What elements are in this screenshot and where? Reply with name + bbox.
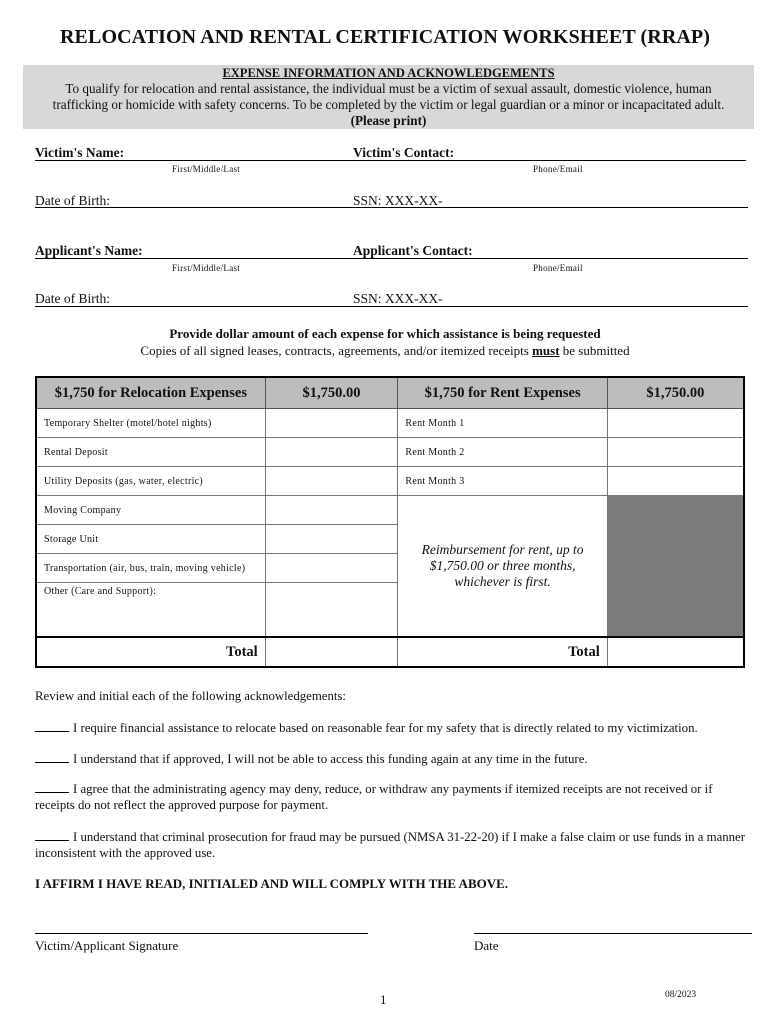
rent-amount-input[interactable] <box>607 467 744 496</box>
receipts-note-must: must <box>532 343 560 358</box>
relocation-max-amount: $1,750.00 <box>265 377 398 409</box>
reloc-item-label: Other (Care and Support): <box>36 583 265 638</box>
ack-item <box>35 720 755 736</box>
table-row <box>36 496 744 525</box>
receipts-note-post: be submitted <box>559 343 630 358</box>
page-number: 1 <box>380 992 387 1007</box>
applicant-name-field[interactable] <box>35 258 353 259</box>
banner-text-line2: trafficking or homicide with safety concerns. To be completed by the victim or legal guardian or a minor or incapacitated adult. <box>52 97 725 112</box>
affirmation-statement: I AFFIRM I HAVE READ, INITIALED AND WILL COMPLY WITH THE ABOVE. <box>35 876 509 891</box>
ack-text: I agree that the administrating agency may deny, reduce, or withdraw any payments if itemized receipts are not received or if receipts do not reflect the approved purpose for payment. <box>35 782 713 812</box>
reloc-amount-input[interactable] <box>265 467 398 496</box>
rent-amount-input[interactable] <box>607 409 744 438</box>
ack-item <box>35 829 755 861</box>
victim-ssn-field[interactable] <box>353 207 748 208</box>
rent-total-label: Total <box>398 637 607 667</box>
expense-instructions: Provide dollar amount of each expense for which assistance is being requested <box>169 326 601 341</box>
banner-heading: EXPENSE INFORMATION AND ACKNOWLEDGEMENTS <box>222 66 555 80</box>
rent-header: $1,750 for Rent Expenses <box>398 377 607 409</box>
revision-date: 08/2023 <box>665 990 697 1000</box>
acknowledgements-intro: Review and initial each of the following acknowledgements: <box>35 689 346 703</box>
initial-blank[interactable] <box>35 720 69 732</box>
relocation-total-input[interactable] <box>265 637 398 667</box>
victim-name-label: Victim's Name: <box>35 145 125 160</box>
reloc-item-label: Utility Deposits (gas, water, electric) <box>36 467 265 496</box>
reloc-amount-input[interactable] <box>265 583 398 638</box>
expense-table <box>35 376 745 668</box>
victim-ssn-label: SSN: XXX-XX- <box>353 193 443 208</box>
relocation-total-label: Total <box>36 637 265 667</box>
initial-blank[interactable] <box>35 781 69 793</box>
banner-please-print: (Please print) <box>350 113 427 128</box>
totals-row <box>36 637 744 667</box>
applicant-dob-label: Date of Birth: <box>35 291 110 306</box>
applicant-dob-field[interactable] <box>35 306 353 307</box>
signature-label: Victim/Applicant Signature <box>35 938 179 953</box>
initial-blank[interactable] <box>35 751 69 763</box>
applicant-name-sublabel: First/Middle/Last <box>172 263 241 273</box>
victim-contact-label: Victim's Contact: <box>353 145 455 160</box>
rent-item-label: Rent Month 3 <box>398 467 607 496</box>
victim-contact-field[interactable] <box>353 160 746 161</box>
victim-name-sublabel: First/Middle/Last <box>172 164 241 174</box>
applicant-ssn-field[interactable] <box>353 306 748 307</box>
reloc-item-label: Rental Deposit <box>36 438 265 467</box>
page-title: RELOCATION AND RENTAL CERTIFICATION WORKSHEET (RRAP) <box>60 26 710 48</box>
rent-item-label: Rent Month 1 <box>398 409 607 438</box>
date-label: Date <box>474 938 499 953</box>
victim-contact-sublabel: Phone/Email <box>533 164 583 174</box>
receipts-note <box>0 343 770 359</box>
victim-dob-field[interactable] <box>35 207 353 208</box>
initial-blank[interactable] <box>35 829 69 841</box>
receipts-note-pre: Copies of all signed leases, contracts, agreements, and/or itemized receipts <box>140 343 533 358</box>
table-row <box>36 409 744 438</box>
rent-total-input[interactable] <box>607 637 744 667</box>
rent-item-label: Rent Month 2 <box>398 438 607 467</box>
victim-dob-label: Date of Birth: <box>35 193 110 208</box>
applicant-contact-field[interactable] <box>353 258 748 259</box>
reloc-item-label: Moving Company <box>36 496 265 525</box>
reloc-amount-input[interactable] <box>265 496 398 525</box>
banner-text-line1: To qualify for relocation and rental assistance, the individual must be a victim of sexual assault, domestic violence, human <box>65 81 712 96</box>
signature-field[interactable] <box>35 933 368 934</box>
ack-text: I understand that criminal prosecution for fraud may be pursued (NMSA 31-22-20) if I make a false claim or use funds in a manner inconsistent with the approved use. <box>35 830 745 860</box>
ack-text: I require financial assistance to relocate based on reasonable fear for my safety that is directly related to my victimization. <box>73 721 698 735</box>
applicant-ssn-label: SSN: XXX-XX- <box>353 291 443 306</box>
relocation-header: $1,750 for Relocation Expenses <box>36 377 265 409</box>
expense-table-header <box>36 377 744 409</box>
rent-max-amount: $1,750.00 <box>607 377 744 409</box>
ack-item <box>35 781 725 813</box>
applicant-contact-label: Applicant's Contact: <box>353 243 473 258</box>
rent-amount-input[interactable] <box>607 438 744 467</box>
reloc-item-label: Temporary Shelter (motel/hotel nights) <box>36 409 265 438</box>
reloc-amount-input[interactable] <box>265 554 398 583</box>
ack-item <box>35 751 755 767</box>
date-field[interactable] <box>474 933 752 934</box>
reloc-item-label: Transportation (air, bus, train, moving vehicle) <box>36 554 265 583</box>
applicant-contact-sublabel: Phone/Email <box>533 263 583 273</box>
ack-text: I understand that if approved, I will not be able to access this funding again at any time in the future. <box>73 752 588 766</box>
expense-info-banner <box>23 65 754 129</box>
table-row <box>36 467 744 496</box>
reloc-amount-input[interactable] <box>265 525 398 554</box>
reloc-amount-input[interactable] <box>265 409 398 438</box>
shaded-cell <box>607 496 744 638</box>
rent-reimbursement-note: Reimbursement for rent, up to $1,750.00 or three months, whichever is first. <box>398 496 607 638</box>
reloc-amount-input[interactable] <box>265 438 398 467</box>
victim-name-field[interactable] <box>35 160 353 161</box>
table-row <box>36 438 744 467</box>
applicant-name-label: Applicant's Name: <box>35 243 143 258</box>
reloc-item-label: Storage Unit <box>36 525 265 554</box>
